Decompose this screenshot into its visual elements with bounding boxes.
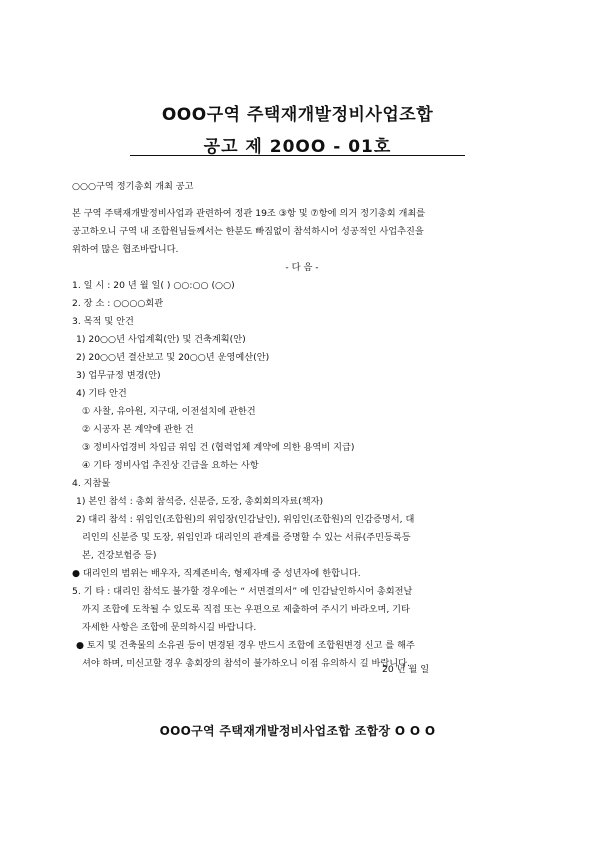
ownership-note-cont: 셔야 하며, 미신고할 경우 총회장의 참석이 불가하오니 이점 유의하시 길 바랍니다. xyxy=(82,658,410,669)
item-datetime: 1. 일 시 : 20 년 월 일( ) ○○:○○ (○○) xyxy=(72,280,235,291)
item-belongings: 4. 지참물 xyxy=(72,478,111,489)
notice-body xyxy=(72,178,532,673)
ownership-note: ● 토지 및 건축물의 소유권 등이 변경된 경우 반드시 조합에 조합원변경 신고 를 해주 xyxy=(76,640,415,651)
item-other-cont: 까지 조합에 도착될 수 있도록 직접 또는 우편으로 제출하여 주시기 바라오며, 기타 xyxy=(82,604,410,615)
agenda-subitem: ④ 기타 정비사업 추진상 긴급을 요하는 사항 xyxy=(82,460,259,471)
intro-line: 위하여 많은 협조바랍니다. xyxy=(72,244,179,255)
notice-date: 20 년 월 일 xyxy=(382,664,430,675)
belongings-item-cont: 본, 건강보험증 등) xyxy=(82,550,157,561)
association-title: OOO구역 주택재개발정비사업조합 xyxy=(161,105,434,125)
title-underline xyxy=(130,155,465,156)
chairman-signature: OOO구역 주택재개발정비사업조합 조합장 O O O xyxy=(159,724,436,738)
agenda-subitem: ② 시공자 본 계약에 관한 건 xyxy=(82,424,194,435)
belongings-item: 2) 대리 참석 : 위임인(조합원)의 위임장(인감날인), 위임인(조합원)의 인감증명서, 대 xyxy=(76,514,415,525)
belongings-item-cont: 리인의 신분증 및 도장, 위임인과 대리인의 관계를 증명할 수 있는 서류(주민등록등 xyxy=(82,532,411,543)
section-heading: - 다 음 - xyxy=(285,262,319,273)
notice-subject: ○○○구역 정기총회 개최 공고 xyxy=(72,181,194,192)
item-other-cont: 자세한 사항은 조합에 문의하시길 바랍니다. xyxy=(82,622,257,633)
intro-line: 본 구역 주택재개발정비사업과 관련하여 정관 19조 ③항 및 ⑦항에 의거 정기총회 개최를 xyxy=(72,208,426,219)
item-agenda: 3. 목적 및 안건 xyxy=(72,316,134,327)
agenda-subitem: ③ 정비사업경비 차입금 위임 건 (협력업체 계약에 의한 용역비 지급) xyxy=(82,442,355,453)
item-other: 5. 기 타 : 대리인 참석도 불가할 경우에는 “ 서면결의서” 에 인감날인하시어 총회전날 xyxy=(72,586,413,597)
proxy-note: ● 대리인의 범위는 배우자, 직계존비속, 형제자매 중 성년자에 한합니다. xyxy=(72,568,361,579)
agenda-subitem: ① 사찰, 유아원, 지구대, 이전설치에 관한건 xyxy=(82,406,256,417)
agenda-item: 3) 업무규정 변경(안) xyxy=(76,370,161,381)
intro-line: 공고하오니 구역 내 조합원님들께서는 한분도 빠짐없이 참석하시어 성공적인 사업추진을 xyxy=(72,226,424,237)
item-venue: 2. 장 소 : ○○○○회관 xyxy=(72,298,164,309)
agenda-item: 4) 기타 안건 xyxy=(76,388,127,399)
agenda-item: 2) 20○○년 결산보고 및 20○○년 운영예산(안) xyxy=(76,352,270,363)
notice-number: 공고 제 20OO - 01호 xyxy=(203,137,392,157)
agenda-item: 1) 20○○년 사업계획(안) 및 건축계획(안) xyxy=(76,334,246,345)
belongings-item: 1) 본인 참석 : 총회 참석증, 신분증, 도장, 총회회의자료(책자) xyxy=(76,496,324,507)
